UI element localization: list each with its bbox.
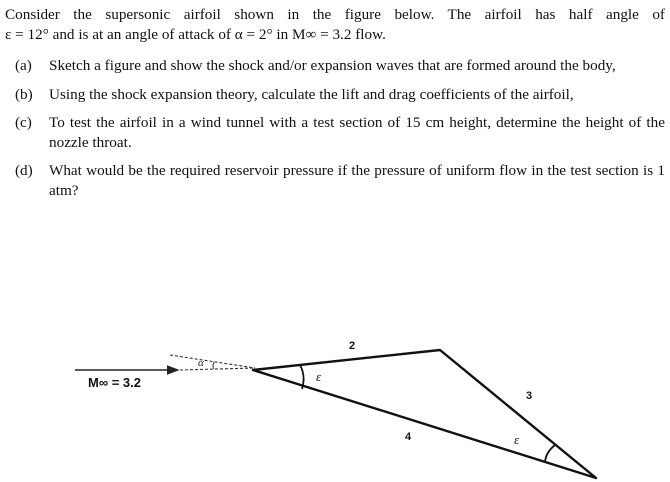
- part-b-label: (b): [15, 85, 33, 103]
- freestream-mach-label: M∞ = 3.2: [88, 375, 141, 390]
- part-a-text: Sketch a figure and show the shock and/or expansion waves that are formed around the body,: [49, 57, 616, 74]
- part-d-label: (d): [15, 162, 33, 179]
- surface-4-label: 4: [405, 431, 412, 443]
- chord-extension-dashed: [170, 355, 255, 368]
- part-a-label: (a): [15, 57, 32, 74]
- surface-2-label: 2: [349, 340, 356, 352]
- nose-epsilon-label: ε: [316, 369, 322, 384]
- part-c-label: (c): [15, 114, 32, 131]
- airfoil-body: [253, 350, 596, 478]
- alpha-label: α: [198, 357, 204, 369]
- horizontal-reference-line: [180, 368, 255, 370]
- part-c-text: To test the airfoil in a wind tunnel with a test section of 15 cm height, determine the height of the nozzle throat.: [49, 114, 665, 151]
- surface-3-label: 3: [526, 390, 533, 402]
- alpha-arc: [213, 362, 214, 369]
- tail-epsilon-label: ε: [514, 432, 520, 447]
- tail-angle-arc: [545, 445, 555, 462]
- intro-line-2: ε = 12° and is at an angle of attack of α = 2° in M∞ = 3.2 flow.: [5, 26, 386, 43]
- part-b-text: Using the shock expansion theory, calculate the lift and drag coefficients of the airfoil,: [49, 85, 574, 103]
- intro-line-1: Consider the supersonic airfoil shown in the figure below. The airfoil has half angle of: [5, 6, 665, 23]
- part-d-text: What would be the required reservoir pressure if the pressure of uniform flow in the test section is 1 atm?: [49, 162, 665, 199]
